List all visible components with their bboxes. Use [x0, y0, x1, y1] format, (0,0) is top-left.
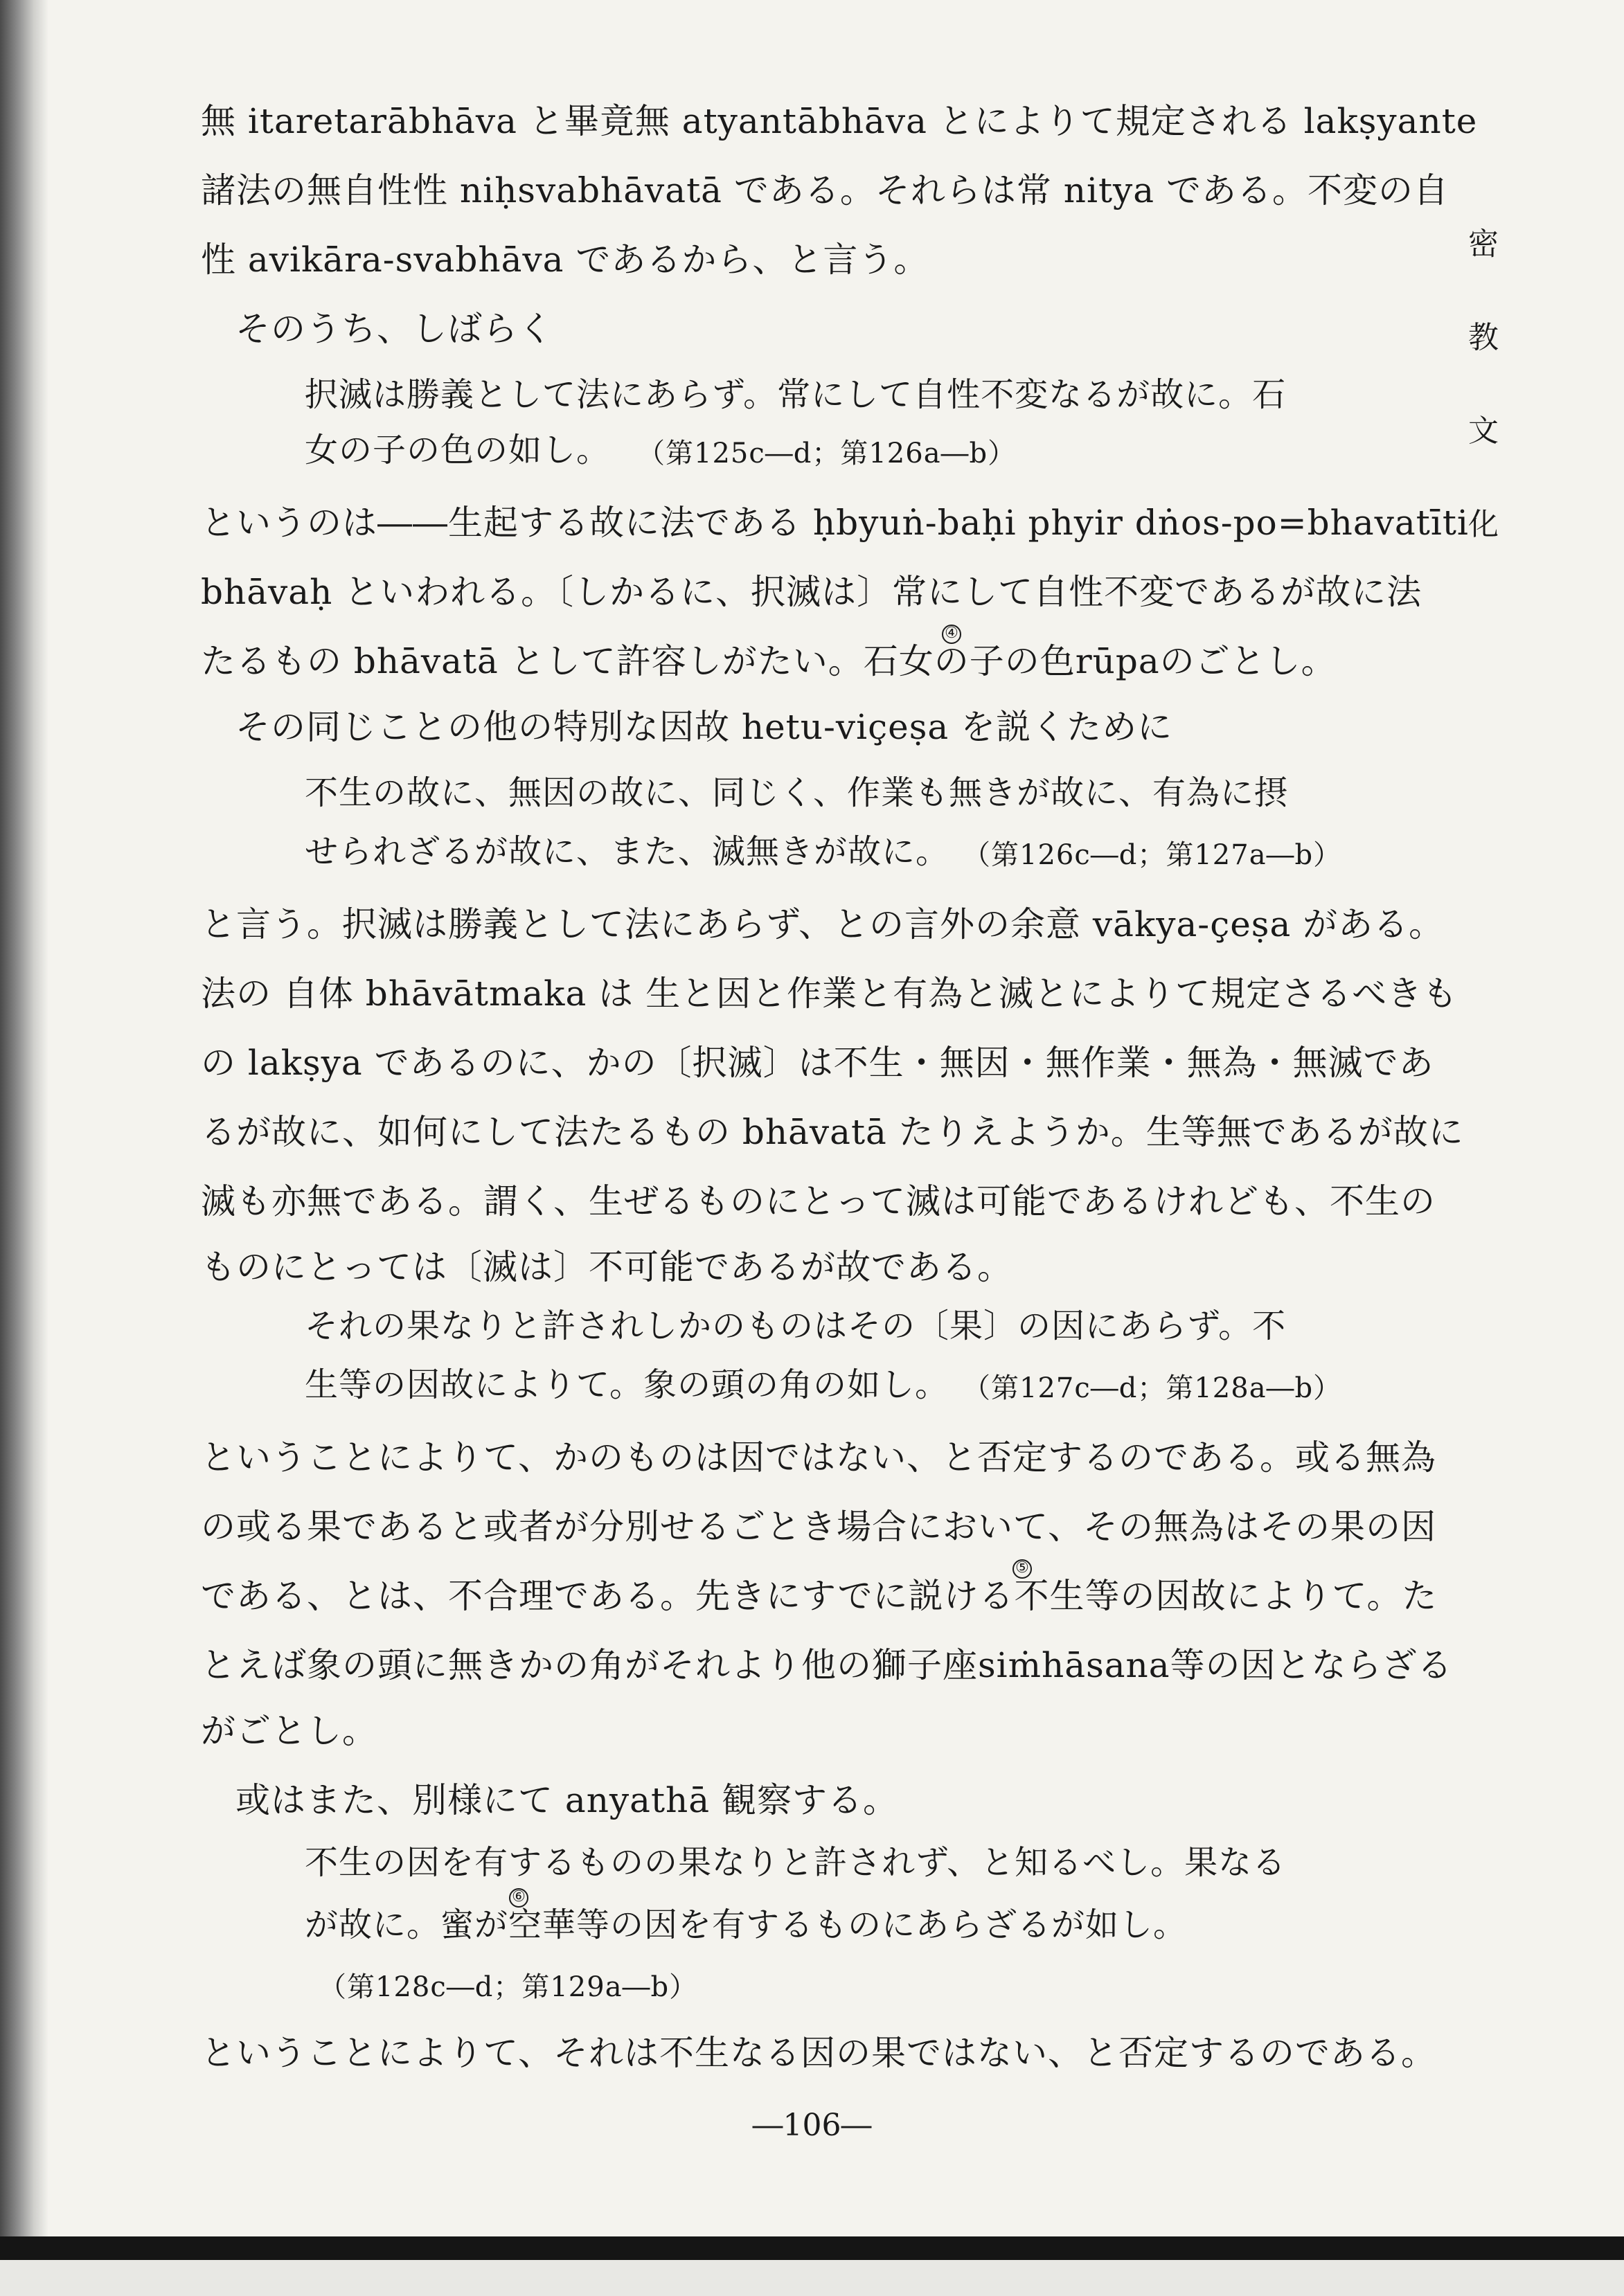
verse-line-4: せられざるが故に、また、滅無きが故に。: [305, 832, 950, 871]
verse-line-2: 女の子の色の如し。: [305, 431, 611, 469]
verse-line-8: が故に。蜜が空華等の因を有するものにあらざるが如し。: [305, 1905, 1188, 1944]
text-line-18: ものにとっては〔滅は〕不可能であるが故である。: [201, 1247, 1012, 1287]
text-line-30: ということによりて、それは不生なる因の果ではない、と否定するのである。: [201, 2033, 1436, 2073]
verse-ref-1: （第125c―d；第126a―b）: [637, 438, 1017, 469]
text-line-4: そのうち、しばらく: [235, 309, 553, 349]
verse-ref-2: （第126c―d；第127a―b）: [963, 839, 1342, 871]
text-line-24: とえば象の頭に無きかの角がそれより他の獅子座siṁhāsana等の因とならざる: [201, 1645, 1453, 1685]
text-line-13: と言う。択滅は勝義として法にあらず、との言外の余意 vākya-çeṣa がある。: [201, 904, 1445, 944]
footnote-marker-4: ④: [942, 625, 961, 644]
page-number: ―106―: [752, 2108, 872, 2143]
text-line-23: である、とは、不合理である。先きにすでに説ける不生等の因故によりて。た: [201, 1576, 1438, 1616]
text-line-25: がごとし。: [201, 1711, 377, 1751]
text-line-15: の lakṣya であるのに、かの〔択滅〕は不生・無因・無作業・無為・無滅であ: [201, 1043, 1434, 1083]
scan-bottom-bar: [0, 2236, 1624, 2260]
verse-line-6: 生等の因故によりて。象の頭の角の如し。: [305, 1365, 949, 1404]
text-line-21: ということによりて、かのものは因ではない、と否定するのである。或る無為: [201, 1437, 1436, 1478]
text-line-9: たるもの bhāvatā として許容しがたい。石女の子の色rūpaのごとし。: [201, 641, 1337, 681]
verse-line-1: 択滅は勝義として法にあらず。常にして自性不変なるが故に。石: [305, 375, 1287, 414]
verse-ref-3: （第127c―d；第128a―b）: [963, 1372, 1342, 1404]
text-line-17: 滅も亦無である。謂く、生ぜるものにとって滅は可能であるけれども、不生の: [201, 1181, 1436, 1221]
footnote-marker-5: ⑤: [1012, 1559, 1032, 1579]
text-line-8: bhāvaḥ といわれる。〔しかるに、択滅は〕常にして自性不変であるが故に法: [201, 572, 1422, 612]
text-line-2: 諸法の無自性性 niḥsvabhāvatā である。それらは常 nitya である。不変の自: [201, 170, 1449, 210]
text-line-22: の或る果であると或者が分別せるごとき場合において、その無為はその果の因: [201, 1507, 1436, 1547]
scan-bottom-margin: [0, 2260, 1624, 2296]
side-label-char-1: 密: [1468, 226, 1499, 262]
text-line-16: るが故に、如何にして法たるもの bhāvatā たりえようか。生等無であるが故に: [201, 1112, 1464, 1152]
text-line-14: 法の 自体 bhāvātmaka は 生と因と作業と有為と滅とによりて規定さるべきも: [201, 974, 1458, 1014]
side-label-char-4: 化: [1468, 507, 1499, 542]
text-line-10: その同じことの他の特別な因故 hetu-viçeṣa を説くために: [235, 707, 1173, 747]
verse-line-5: それの果なりと許されしかのものはその〔果〕の因にあらず。不: [305, 1307, 1287, 1345]
footnote-marker-6: ⑥: [509, 1888, 528, 1908]
verse-ref-4: （第128c―d；第129a―b）: [319, 1971, 698, 2003]
side-label-char-2: 教: [1468, 320, 1499, 355]
text-line-7: というのは――生起する故に法である ḥbyuṅ-baḥi phyir dṅos-po=bhavatīti: [201, 503, 1469, 543]
text-line-3: 性 avikāra-svabhāva であるから、と言う。: [201, 240, 929, 280]
side-label-char-3: 文: [1468, 413, 1499, 449]
text-line-1: 無 itaretarābhāva と畢竟無 atyantābhāva とによりて規定される lakṣyante: [201, 101, 1478, 141]
scan-shadow-edge: [0, 0, 48, 2296]
verse-line-7: 不生の因を有するものの果なりと許されず、と知るべし。果なる: [305, 1843, 1287, 1882]
verse-line-3: 不生の故に、無因の故に、同じく、作業も無きが故に、有為に摂: [305, 773, 1289, 812]
text-line-26: 或はまた、別様にて anyathā 観察する。: [235, 1780, 898, 1820]
